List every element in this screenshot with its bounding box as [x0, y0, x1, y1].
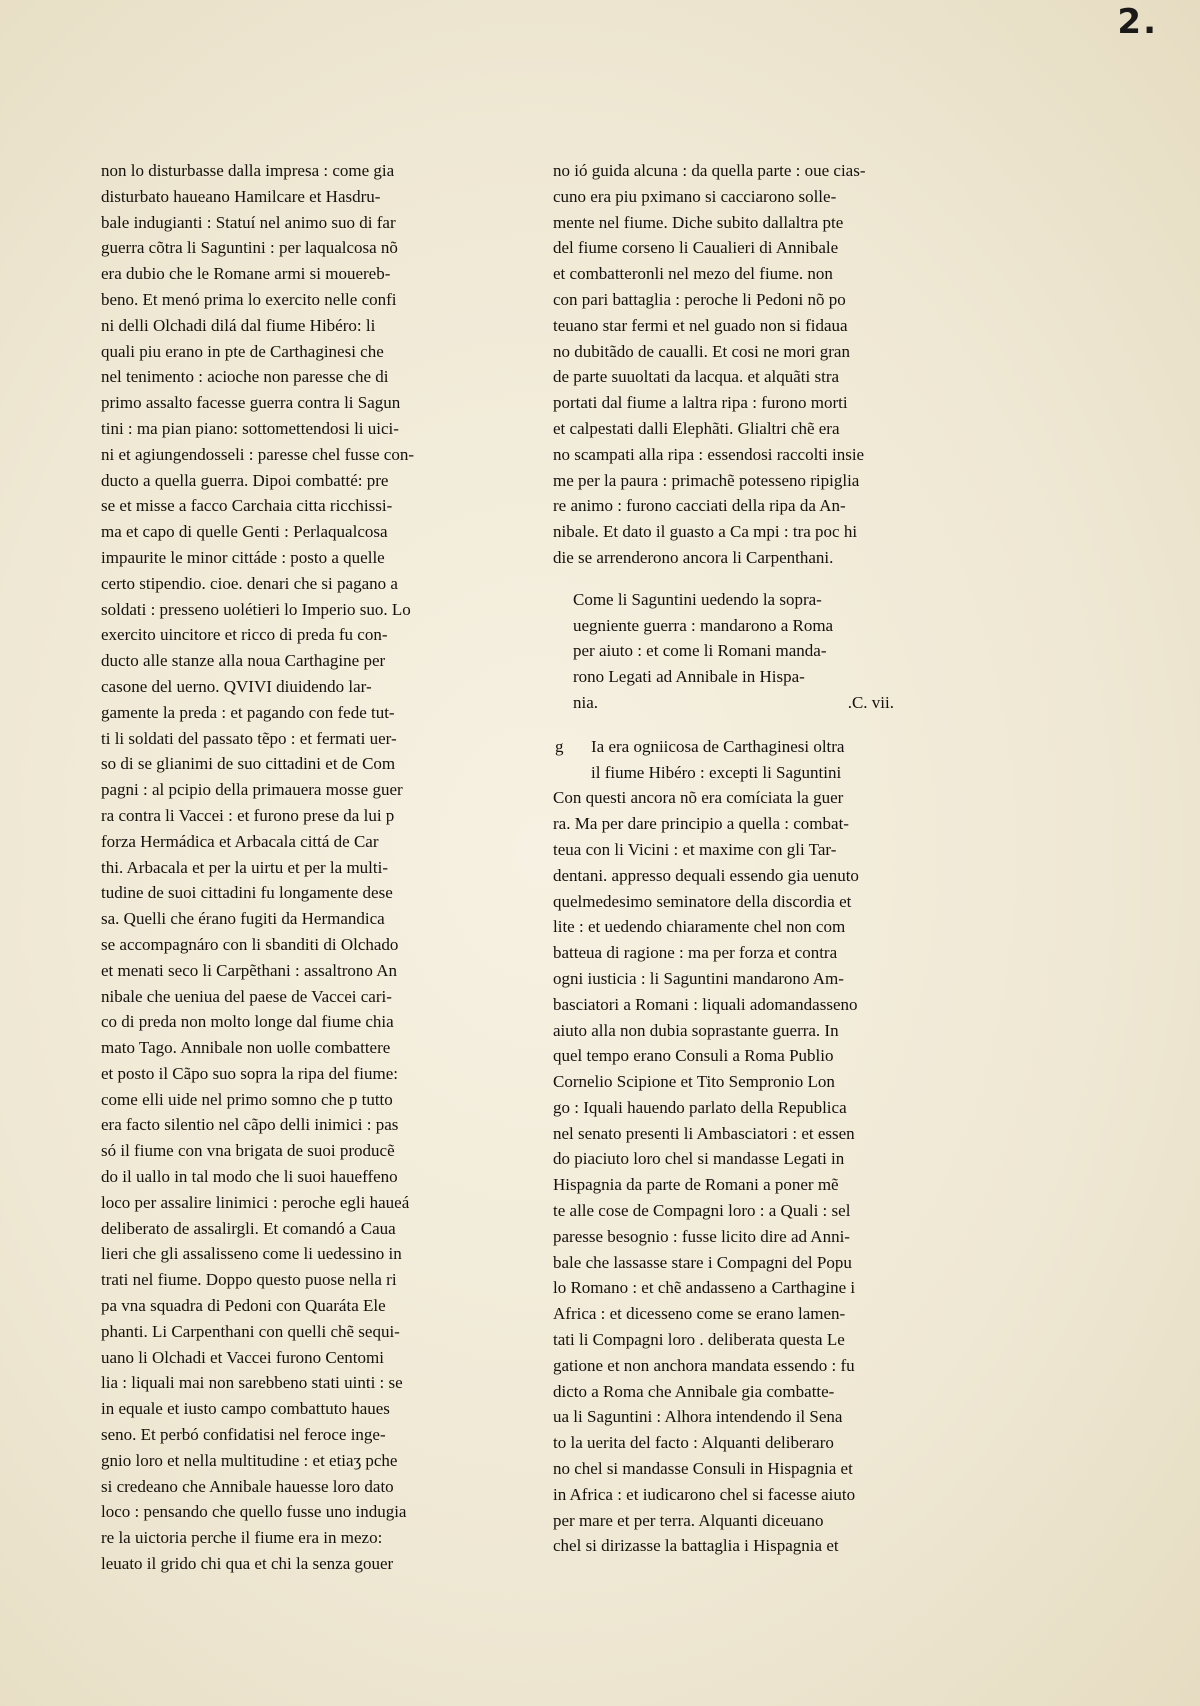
text-line: go : Iquali hauendo parlato della Republica [553, 1097, 847, 1117]
text-line: co di preda non molto longe dal fiume chia [101, 1012, 394, 1032]
text-line: nibale. Et dato il guasto a Ca mpi : tra poc hi [553, 522, 858, 542]
text-line: era facto silentio nel cãpo delli inimici : pas [101, 1115, 399, 1135]
chapter-heading-line: Come li Saguntini uedendo la sopra- [573, 589, 822, 609]
text-line: ma et capo di quelle Genti : Perlaqualcosa [101, 522, 388, 542]
text-line: de parte suuoltati da lacqua. et alquãti stra [553, 367, 840, 387]
chapter-heading-line: rono Legati ad Annibale in Hispa- [573, 667, 805, 687]
chapter-body [553, 734, 894, 1560]
chapter-heading-line [573, 690, 894, 716]
left-column [101, 158, 461, 1577]
text-line: dicto a Roma che Annibale gia combatte- [553, 1381, 835, 1401]
text-line: teuano star fermi et nel guado non si fidaua [553, 315, 848, 335]
text-line: beno. Et menó prima lo exercito nelle confi [101, 289, 397, 309]
text-line: gnio loro et nella multitudine : et etiaʒ pche [101, 1450, 398, 1470]
text-line: per mare et per terra. Alquanti diceuano [553, 1510, 824, 1530]
text-line: cuno era piu pximano si cacciarono solle- [553, 186, 837, 206]
text-line: primo assalto facesse guerra contra li Sagun [101, 393, 401, 413]
text-line: aiuto alla non dubia soprastante guerra. In [553, 1020, 839, 1040]
text-line: lieri che gli assalisseno come li uedessino in [101, 1244, 402, 1264]
text-line: teua con li Vicini : et maxime con gli Tar- [553, 839, 837, 859]
text-line: mente nel fiume. Diche subito dallaltra pte [553, 212, 844, 232]
text-line: no scampati alla ripa : essendosi raccolti insie [553, 444, 865, 464]
text-line: disturbato haueano Hamilcare et Hasdru- [101, 186, 381, 206]
text-line: seno. Et perbó confidatisi nel feroce inge- [101, 1425, 386, 1445]
text-line: te alle cose de Compagni loro : a Quali : sel [553, 1201, 851, 1221]
text-line: ua li Saguntini : Alhora intendendo il Sena [553, 1407, 843, 1427]
text-line: come elli uide nel primo somno che p tutto [101, 1089, 393, 1109]
text-line: paresse besognio : fusse licito dire ad Anni- [553, 1226, 850, 1246]
text-line: tati li Compagni loro . deliberata questa Le [553, 1330, 845, 1350]
text-line: era dubio che le Romane armi si mouereb- [101, 264, 391, 284]
text-line: loco per assalire linimici : peroche egli haueá [101, 1192, 410, 1212]
text-line: Cornelio Scipione et Tito Sempronio Lon [553, 1072, 835, 1092]
text-line: se accompagnáro con li sbanditi di Olchado [101, 934, 399, 954]
text-line: Ia era ogniicosa de Carthaginesi oltra [591, 736, 845, 756]
text-line: do il uallo in tal modo che li suoi haueffeno [101, 1167, 398, 1187]
text-line: forza Hermádica et Arbacala cittá de Car [101, 831, 379, 851]
text-line: Con questi ancora nõ era comíciata la guer [553, 788, 844, 808]
text-line: pa vna squadra di Pedoni con Quaráta Ele [101, 1296, 386, 1316]
chapter-heading-last: nia. [573, 692, 599, 712]
guide-letter: g [555, 736, 564, 756]
text-line: nibale che ueniua del paese de Vaccei cari- [101, 986, 392, 1006]
text-line: in Africa : et iudicarono chel si facesse aiuto [553, 1484, 856, 1504]
text-line: só il fiume con vna brigata de suoi producẽ [101, 1141, 395, 1161]
text-line: re la uictoria perche il fiume era in mezo: [101, 1528, 383, 1548]
chapter-number: .C. vii. [847, 692, 894, 712]
text-line: et combatteronli nel mezo del fiume. non [553, 264, 833, 284]
text-line: tini : ma pian piano: sottomettendosi li uici- [101, 418, 399, 438]
chapter-heading-line: uegniente guerra : mandarono a Roma [573, 615, 834, 635]
text-line: ra. Ma per dare principio a quella : combat- [553, 814, 849, 834]
text-line: thi. Arbacala et per la uirtu et per la multi- [101, 857, 388, 877]
text-line: Africa : et dicesseno come se erano lamen- [553, 1304, 846, 1324]
text-line: so di se glianimi de suo cittadini et de Com [101, 754, 396, 774]
text-line: ni et agiungendosseli : paresse chel fusse con- [101, 444, 414, 464]
text-line: portati dal fiume a laltra ripa : furono morti [553, 393, 848, 413]
text-line: quel tempo erano Consuli a Roma Publio [553, 1046, 834, 1066]
folio-number: 2. [1117, 2, 1158, 42]
text-line: deliberato de assalirgli. Et comandó a Caua [101, 1218, 396, 1238]
text-line: tudine de suoi cittadini fu longamente dese [101, 883, 393, 903]
text-line: nel senato presenti li Ambasciatori : et essen [553, 1123, 855, 1143]
text-line: ducto alle stanze alla noua Carthagine per [101, 651, 386, 671]
text-line: non lo disturbasse dalla impresa : come gia [101, 161, 395, 180]
text-line: do piaciuto loro chel si mandasse Legati in [553, 1149, 845, 1169]
text-line: Hispagnia da parte de Romani a poner mẽ [553, 1175, 839, 1195]
text-line: lia : liquali mai non sarebbeno stati uinti : se [101, 1373, 403, 1393]
text-line: con pari battaglia : peroche li Pedoni nõ po [553, 289, 846, 309]
text-line: bale indugianti : Statuí nel animo suo di far [101, 212, 396, 232]
text-line: bale che lassasse stare i Compagni del Popu [553, 1252, 852, 1272]
text-line: ra contra li Vaccei : et furono prese da lui p [101, 805, 395, 825]
text-line: in equale et iusto campo combattuto haues [101, 1399, 390, 1419]
text-line: leuato il grido chi qua et chi la senza gouer [101, 1554, 394, 1574]
text-line: et menati seco li Carpẽthani : assaltrono An [101, 960, 398, 980]
right-column [553, 158, 894, 1559]
chapter-heading [553, 587, 894, 716]
text-line: casone del uerno. QVIVI diuidendo lar- [101, 676, 372, 696]
text-line: loco : pensando che quello fusse uno indugia [101, 1502, 407, 1522]
text-line: quelmedesimo seminatore della discordia et [553, 891, 852, 911]
text-line: gamente la preda : et pagando con fede tut- [101, 702, 395, 722]
text-line: me per la paura : primachẽ potesseno ripiglia [553, 470, 860, 490]
text-line: no chel si mandasse Consuli in Hispagnia et [553, 1459, 853, 1479]
text-line: phanti. Li Carpenthani con quelli chẽ sequi- [101, 1321, 400, 1341]
text-line: basciatori a Romani : liquali adomandasseno [553, 994, 858, 1014]
text-line: to la uerita del facto : Alquanti deliberaro [553, 1433, 834, 1453]
text-line: chel si dirizasse la battaglia i Hispagnia et [553, 1536, 839, 1556]
text-line: pagni : al pcipio della primauera mosse guer [101, 780, 403, 800]
text-line: si credeano che Annibale hauesse loro dato [101, 1476, 394, 1496]
text-line: guerra cõtra li Saguntini : per laqualcosa nõ [101, 238, 398, 258]
text-line: exercito uincitore et ricco di preda fu con- [101, 625, 388, 645]
text-line: re animo : furono cacciati della ripa da An- [553, 496, 846, 516]
text-line: et posto il Cãpo suo sopra la ripa del fiume: [101, 1063, 398, 1083]
text-line: no ió guida alcuna : da quella parte : oue cias- [553, 161, 866, 180]
text-line: lo Romano : et chẽ andasseno a Carthagine i [553, 1278, 856, 1298]
chapter-heading-line: per aiuto : et come li Romani manda- [573, 641, 827, 661]
text-line: certo stipendio. cioe. denari che si pagano a [101, 573, 398, 593]
text-line: batteua di ragione : ma per forza et contra [553, 943, 838, 963]
text-line: trati nel fiume. Doppo questo puose nella ri [101, 1270, 397, 1290]
text-line: ti li soldati del passato tẽpo : et fermati uer- [101, 728, 397, 748]
text-line: del fiume corseno li Caualieri di Annibale [553, 238, 839, 258]
text-line: sa. Quelli che érano fugiti da Hermandica [101, 909, 385, 929]
text-line: se et misse a facco Carchaia citta ricchissi- [101, 496, 393, 516]
text-line: die se arrenderono ancora li Carpenthani. [553, 547, 834, 567]
text-line: ni delli Olchadi dilá dal fiume Hibéro: li [101, 315, 376, 335]
text-line: gatione et non anchora mandata essendo : fu [553, 1355, 855, 1375]
text-line: ogni iusticia : li Saguntini mandarono Am- [553, 968, 844, 988]
text-line: lite : et uedendo chiaramente chel non com [553, 917, 846, 937]
text-line: il fiume Hibéro : excepti li Saguntini [591, 762, 842, 782]
text-line: no dubitãdo de caualli. Et cosi ne mori gran [553, 341, 850, 361]
right-column-top-text [553, 158, 894, 571]
text-line: impaurite le minor cittáde : posto a quelle [101, 547, 385, 567]
text-line: ducto a quella guerra. Dipoi combatté: pre [101, 470, 389, 490]
text-line: soldati : presseno uolétieri lo Imperio suo. Lo [101, 599, 411, 619]
text-line: dentani. appresso dequali essendo gia uenuto [553, 865, 859, 885]
text-line: quali piu erano in pte de Carthaginesi che [101, 341, 384, 361]
text-line: nel tenimento : acioche non paresse che di [101, 367, 389, 387]
text-line: mato Tago. Annibale non uolle combattere [101, 1038, 391, 1058]
text-line: uano li Olchadi et Vaccei furono Centomi [101, 1347, 384, 1367]
text-line: et calpestati dalli Elephãti. Glialtri chẽ era [553, 418, 840, 438]
